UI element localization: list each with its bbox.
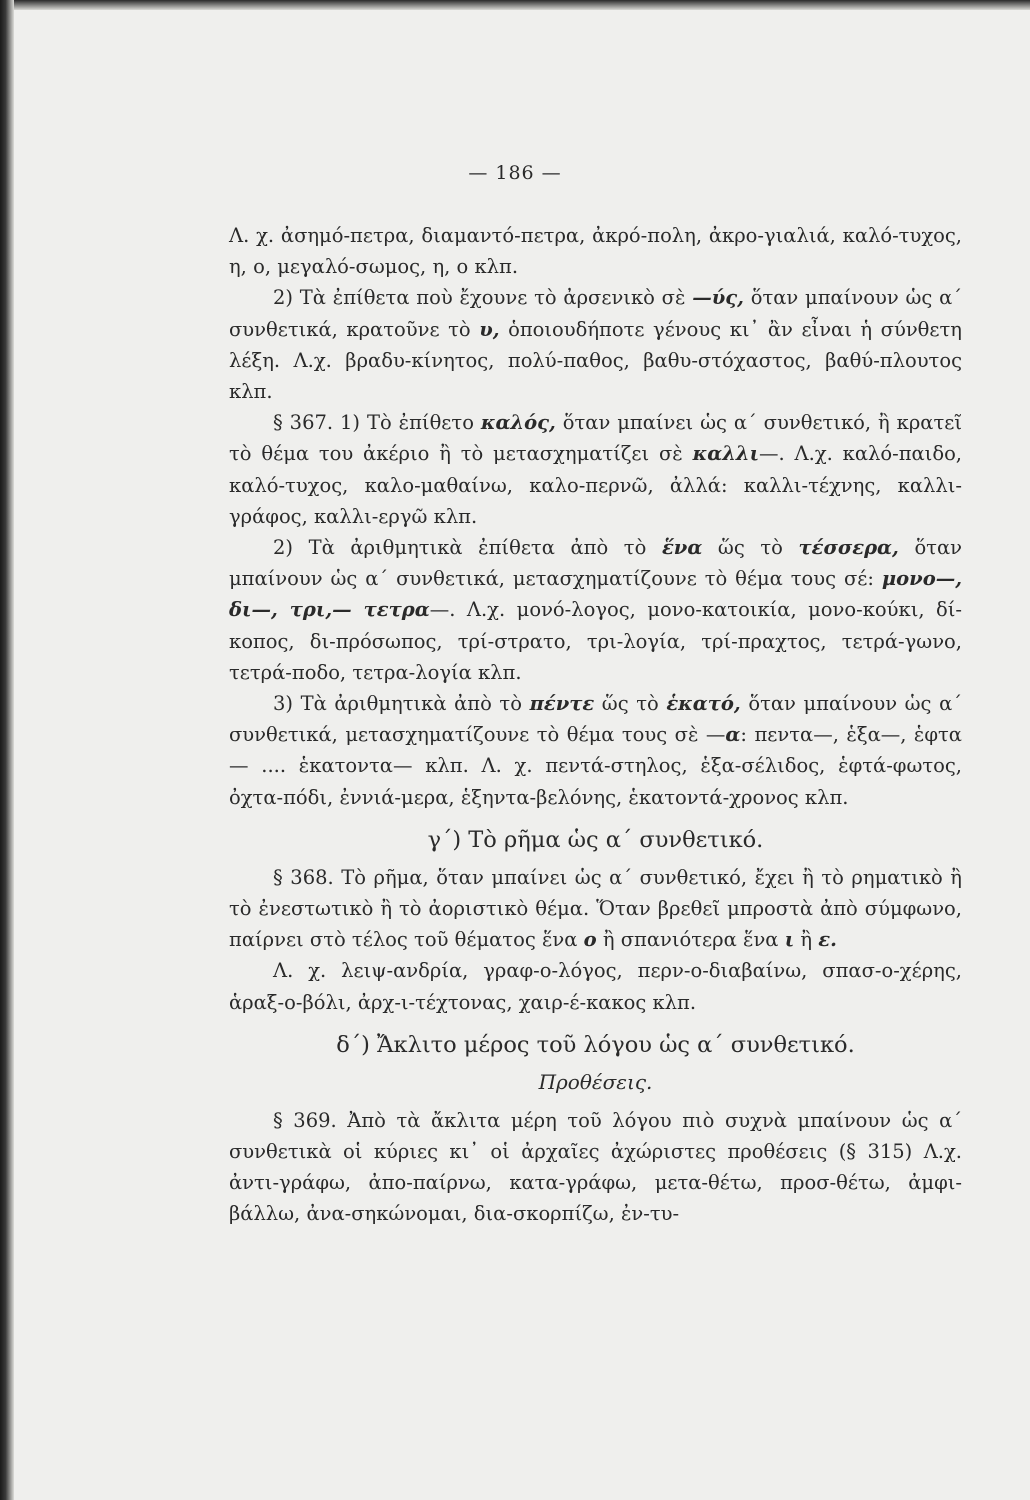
heading-indeclinable-first-component: δ΄) Ἄκλιτο μέρος τοῦ λόγου ὡς α΄ συνθετικό. [336, 1031, 855, 1058]
emphasis-term: —ύς, [692, 286, 744, 310]
section-compound-adjectives [229, 220, 962, 813]
text-run: ὅταν μπαίνουν ὡς α΄ συνθετικά, κρατοῦνε τὸ [229, 286, 962, 341]
emphasis-term: ο [583, 928, 597, 952]
text-run: 2) Τὰ ἀριθμητικὰ ἐπίθετα ἀπὸ τὸ [273, 536, 662, 560]
emphasis-term: ἕνα [661, 536, 703, 560]
text-run: 2) Τὰ ἐπίθετα ποὺ ἔχουνε τὸ ἀρσενικὸ σὲ [273, 286, 693, 310]
text-run: 3) Τὰ ἀριθμητικὰ ἀπὸ τὸ [273, 692, 530, 716]
text-run: § 367. 1) Τὸ ἐπίθετο [273, 411, 481, 435]
section-verb [229, 862, 962, 1018]
subheading-prepositions: Προθέσεις. [538, 1069, 653, 1094]
text-run: Λ. χ. λειψ-ανδρία, γραφ-ο-λόγος, περν-ο-διαβαίνω, σπασ-ο-χέρης, ἁραξ-ο-βόλι, ἀρχ-ι-τέχτονας, χαιρ-έ-κακος κλπ. [229, 959, 962, 1014]
text-run: : πεντα—, ἑξα—, ἑφτα— .... ἑκατοντα— κλπ. Λ. χ. πεντά-στηλος, ἑξα-σέλιδος, ἑφτά-φωτος, ὀχτα-πόδι, ἐννιά-μερα, ἑξηντα-βελόνης, ἑκατοντά-χρονος κλπ. [229, 723, 962, 809]
section-prepositions [229, 1105, 962, 1230]
paragraph-p6 [229, 862, 962, 956]
emphasis-term: ἑκατό, [666, 692, 741, 716]
text-run: Λ. χ. ἀσημό-πετρα, διαμαντό-πετρα, ἀκρό-πολη, ἀκρο-γιαλιά, καλό-τυχος, η, ο, μεγαλό-σωμος, η, ο κλπ. [229, 224, 962, 279]
heading-verb-first-component: γ΄) Τὸ ρῆμα ὡς α΄ συνθετικό. [427, 826, 764, 853]
emphasis-term: υ, [479, 317, 500, 341]
text-run: ἢ σπανιότερα ἕνα [596, 928, 785, 952]
text-run: ὅταν μπαίνουν ὡς α΄ συνθετικά, μετασχηματίζουνε τὸ θέμα τους σὲ — [229, 692, 962, 747]
text-run: —. Λ.χ. μονό-λογος, μονο-κατοικία, μονο-κούκι, δί-κοπος, δι-πρόσωπος, τρί-στρατο, τρι-λογία, τρί-πραχτος, τετρά-γωνο, τετρά-ποδο, τετρα-λογία κλπ. [229, 598, 962, 684]
paragraph-p5 [229, 688, 962, 813]
paragraph-p4 [229, 532, 962, 688]
text-run: ὥς τὸ [594, 692, 667, 716]
paragraph-p8 [229, 1105, 962, 1230]
text-run: ὁποιουδήποτε γένους κι᾿ ἂν εἶναι ἡ σύνθετη λέξη. Λ.χ. βραδυ-κίνητος, πολύ-παθος, βαθυ-στόχαστος, βαθύ-πλουτος κλπ. [229, 317, 962, 404]
emphasis-term: πέντε [529, 692, 595, 716]
text-run: ὥς τὸ [702, 536, 799, 560]
emphasis-term: τέσσερα, [798, 536, 899, 560]
scan-shadow-left [0, 0, 14, 1500]
emphasis-term: ε. [818, 928, 837, 952]
emphasis-term: μονο—, δι—, τρι,— τετρα [229, 567, 962, 622]
paragraph-p2 [229, 282, 962, 407]
text-run: ὅταν μπαίνουν ὡς α΄ συνθετικά, μετασχηματίζουνε τὸ θέμα τους σέ: [229, 536, 962, 591]
text-run: ἢ [794, 928, 819, 952]
text-run: § 369. Ἀπὸ τὰ ἄκλιτα μέρη τοῦ λόγου πιὸ συχνὰ μπαίνουν ὡς α΄ συνθετικὰ οἱ κύριες κι᾿ οἱ ἀρχαῖες ἀχώριστες προθέσεις (§ 315) Λ.χ. ἀντι-γράφω, ἀπο-παίρνω, κατα-γράφω, μετα-θέτω, προσ-θέτω, ἀμφι-βάλλω, ἀνα-σηκώνομαι, δια-σκορπίζω, ἐν-τυ- [229, 1108, 962, 1226]
emphasis-term: ι [784, 928, 795, 952]
text-run: § 368. Τὸ ρῆμα, ὅταν μπαίνει ὡς α΄ συνθετικό, ἔχει ἢ τὸ ρηματικὸ ἢ τὸ ἐνεστωτικὸ ἢ τὸ ἀοριστικὸ θέμα. Ὅταν βρεθεῖ μπροστὰ ἀπὸ σύμφωνο, παίρνει στὸ τέλος τοῦ θέματος ἕνα [229, 865, 962, 952]
text-run: ὅταν μπαίνει ὡς α΄ συνθετικό, ἢ κρατεῖ τὸ θέμα του ἀκέριο ἢ τὸ μετασχηματίζει σὲ [229, 411, 963, 466]
page-number: — 186 — [468, 162, 562, 184]
paragraph-p3 [229, 407, 962, 532]
emphasis-term: α [725, 723, 741, 747]
paragraph-p1 [229, 220, 962, 282]
paragraph-p7 [229, 955, 962, 1017]
body-text [229, 220, 962, 1230]
text-run: —. Λ.χ. καλό-παιδο, καλό-τυχος, καλο-μαθαίνω, καλο-περνῶ, ἀλλά: καλλι-τέχνης, καλλι-γράφος, καλλι-εργῶ κλπ. [229, 442, 963, 528]
emphasis-term: καλός, [480, 411, 556, 435]
emphasis-term: καλλι [692, 442, 760, 466]
scan-shadow-top [0, 0, 1030, 10]
